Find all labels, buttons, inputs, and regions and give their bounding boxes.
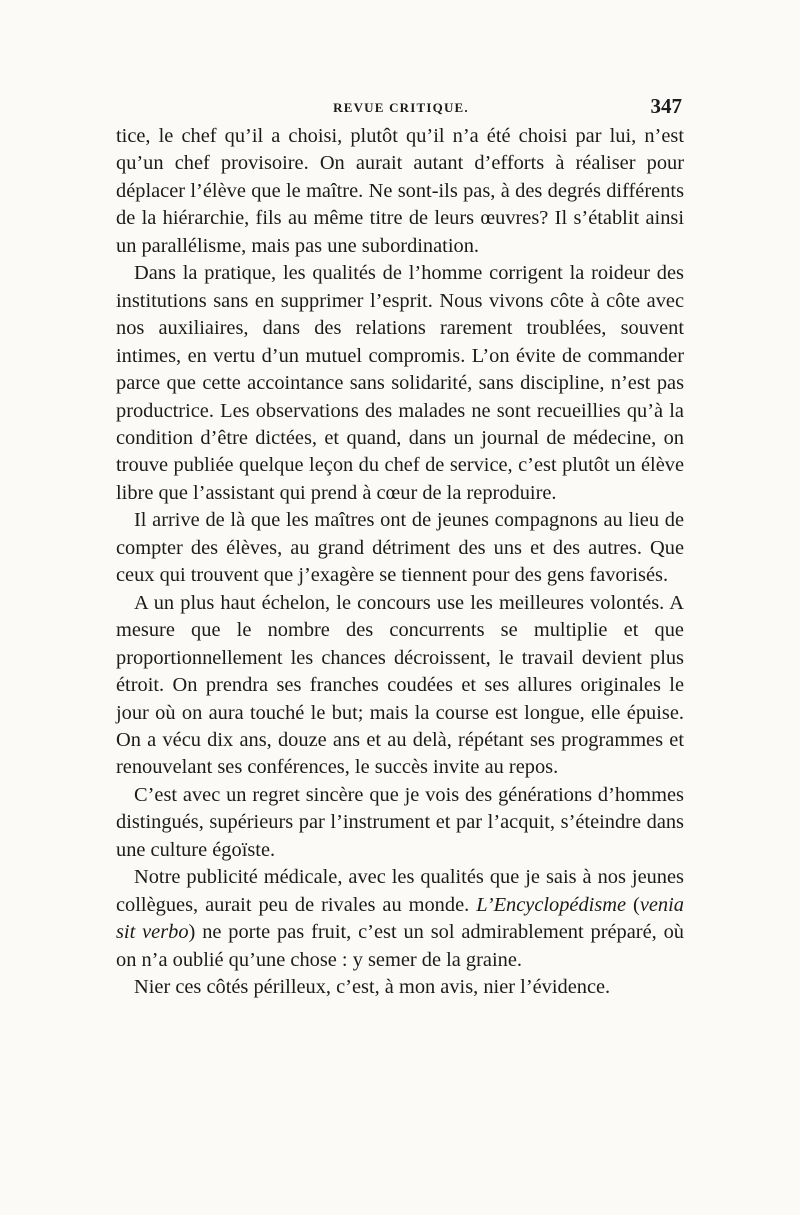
body-text	[116, 123, 684, 1002]
paragraph-text: Notre publicité médicale, avec les qualités que je sais à nos jeunes collègues, aurait peu de rivales au monde.	[116, 866, 684, 916]
paragraph: tice, le chef qu’il a choisi, plutôt qu’il n’a été choisi par lui, n’est qu’un chef provisoire. On aurait autant d’efforts à réaliser pour déplacer l’élève que le maître. Ne sont-ils pas, à des degrés différents de la hiérarchie, fils au même titre de leurs œuvres? Il s’établit ainsi un parallélisme, mais pas une subordination.	[116, 125, 684, 257]
paragraph: Dans la pratique, les qualités de l’homme corrigent la roideur des institutions sans en supprimer l’esprit. Nous vivons côte à côte avec nos auxiliaires, dans des relations rarement troublées, souvent intimes, en vertu d’un mutuel compromis. L’on évite de commander parce que cette accointance sans solidarité, sans discipline, n’est pas productrice. Les observations des malades ne sont recueillies qu’à la condition d’être dictées, et quand, dans un journal de médecine, on trouve publiée quelque leçon du chef de service, c’est plutôt un élève libre que l’assistant qui prend à cœur de la reproduire.	[116, 262, 684, 504]
paragraph: C’est avec un regret sincère que je vois des générations d’hommes distingués, supérieurs par l’instrument et par l’acquit, s’éteindre dans une culture égoïste.	[116, 783, 684, 861]
paragraph-text: ) ne porte pas fruit, c’est un sol admirablement préparé, où on n’a oublié qu’une chose : y semer de la graine.	[116, 921, 684, 971]
running-title: REVUE CRITIQUE.	[333, 100, 469, 115]
italic-phrase: venia sit verbo	[116, 893, 684, 944]
running-head	[118, 94, 684, 122]
paragraph: A un plus haut échelon, le concours use les meilleures volontés. A mesure que le nombre des concurrents se multiplie et que proportionnellement les chances décroissent, le travail devient plus étroit. On prendra ses franches coudées et ses allures originales le jour où on aura touché le but; mais la course est longue, elle épuise. On a vécu dix ans, douze ans et au delà, répétant ses programmes et renouvelant ses conférences, le succès invite au repos.	[116, 591, 684, 779]
paragraph: Nier ces côtés périlleux, c’est, à mon avis, nier l’évidence.	[134, 976, 611, 999]
paragraph-text: (	[626, 893, 640, 916]
paragraph: Il arrive de là que les maîtres ont de jeunes compagnons au lieu de compter des élèves, au grand détriment des uns et des autres. Que ceux qui trouvent que j’exagère se tiennent pour des gens favorisés.	[116, 509, 684, 587]
paragraph	[116, 864, 684, 974]
italic-term: L’Encyclopédisme	[476, 893, 627, 916]
page-number: 347	[650, 94, 682, 118]
